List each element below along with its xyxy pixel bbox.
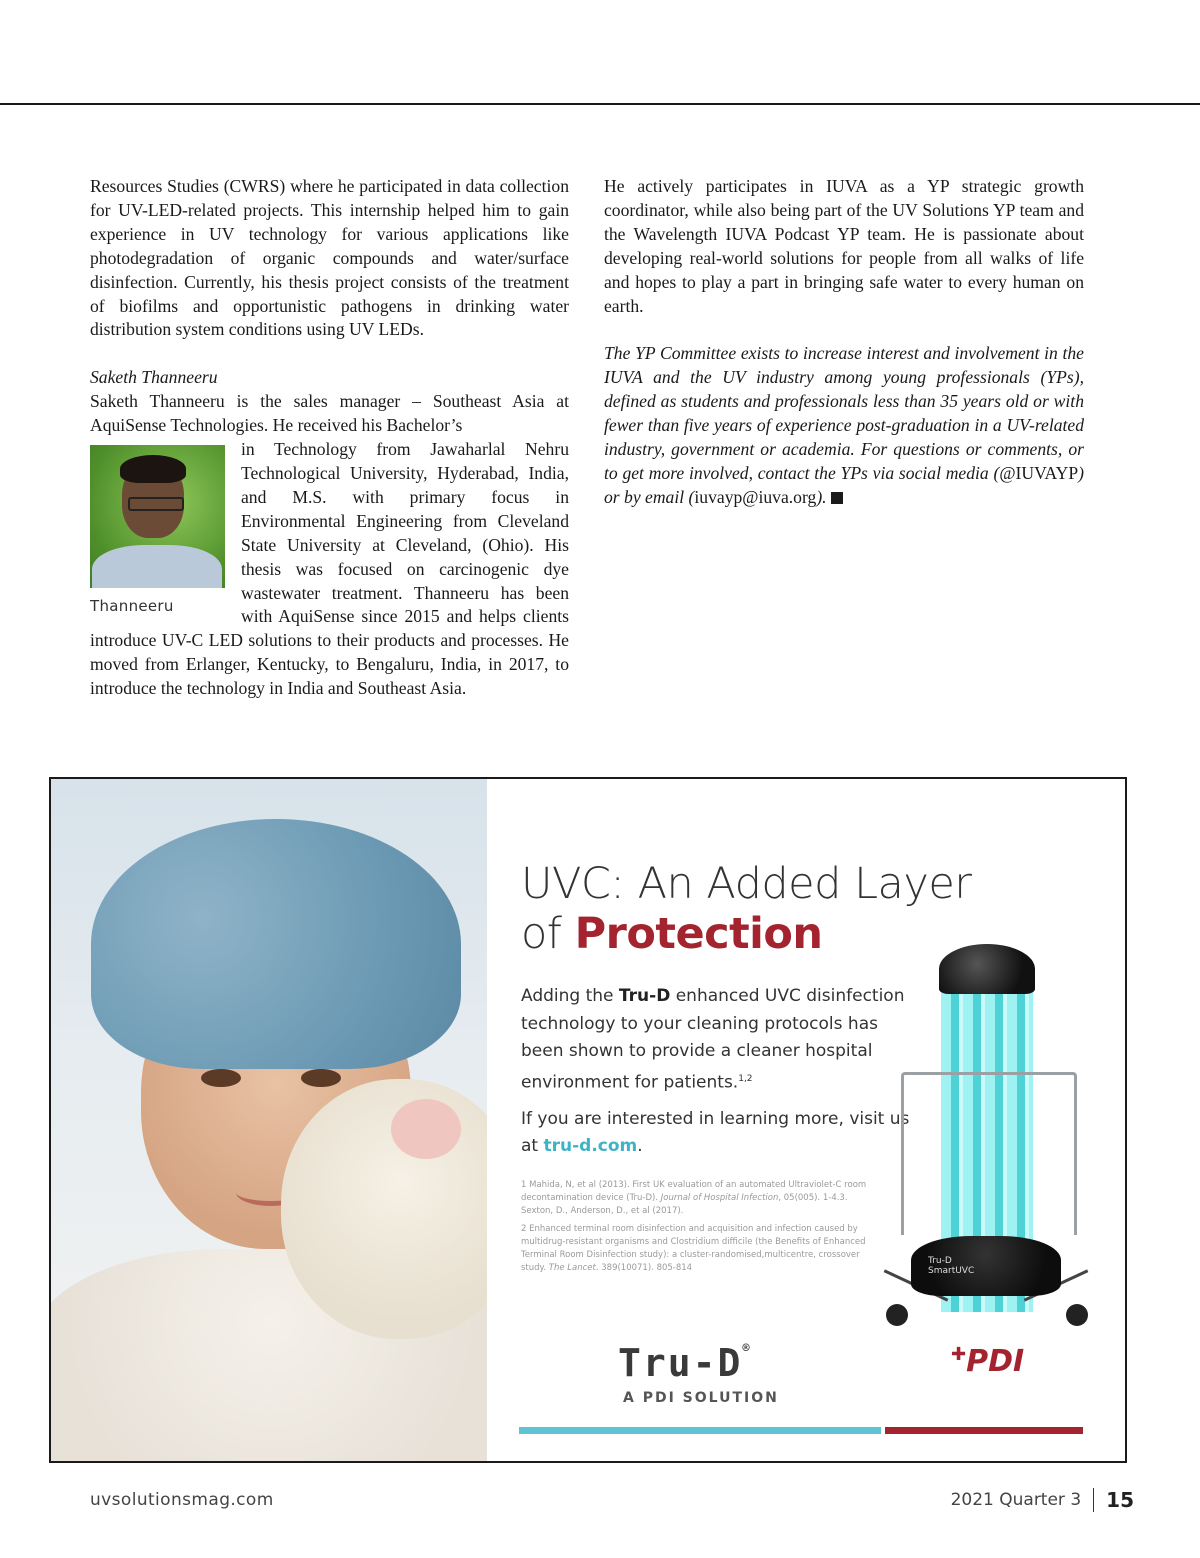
bio-body: in Technology from Jawaharlal Nehru Technological University, Hyderabad, India, and M.S. with primary focus in Environmental Engineering from Cleveland State University at Cleveland, (Ohio). His thesis was focused on carcinogenic dye wastewater treatment. Thanneeru has been with AquiSense since 2015 and helps clients introduce UV-C LED solutions to their products and processes. He moved from Erlanger, Kentucky, to Bengaluru, India, in 2017, to introduce the technology in India and Southeast Asia. [90,439,569,699]
trud-logo-tagline: A PDI SOLUTION [623,1390,779,1406]
ad-photo-child-with-teddy [51,779,487,1461]
footer-issue [951,1488,1134,1512]
ad-headline-highlight: Protection [574,909,823,959]
article-left-column [90,175,569,701]
yp-handle: @IUVAYP [999,462,1079,483]
yp-email: iuvayp@iuva.org [694,486,817,507]
bio-name: Saketh Thanneeru [90,367,218,388]
footer-divider [1093,1488,1094,1512]
uvc-device-image: Tru-D SmartUVC [871,944,1101,1324]
article-paragraph: He actively participates in IUVA as a YP strategic growth coordinator, while also being part of the UV Solutions YP team and the Wavelength IUVA Podcast YP team. He is passionate about developing real-world solutions for people from all walks of life and hopes to play a part in bringing safe water to every human on earth. [604,176,1084,316]
pdi-logo: ✚PDI [951,1344,1025,1379]
portrait-photo [90,445,225,588]
trud-logo: Tru-D® [618,1341,752,1385]
advertisement [49,777,1127,1463]
ad-accent-bar-red [885,1427,1083,1434]
yp-committee-note: The YP Committee exists to increase interest and involvement in the IUVA and the UV industry among young professionals (YPs), defined as students and professionals less than 35 years old or with fewer than five years of experience post-graduation in a UV-related industry, government or academia. For questions or comments, or to get more involved, contact the YPs via social media (@IUVAYP) or by email (iuvayp@iuva.org). [604,343,1084,507]
bio-intro: Saketh Thanneeru is the sales manager – Southeast Asia at AquiSense Technologies. He received his Bachelor’s [90,391,569,436]
ad-references: 1 Mahida, N, et al (2013). First UK evaluation of an automated Ultraviolet-C room decontamination device (Tru-D). Journal of Hospital Infection, 05(005). 1-4.3. Sexton, D., Anderson, D., et al (2017). 2 Enhanced terminal room disinfection and acquisition and infection caused by multidrug-resistant organisms and Clostridium difficile (the Benefits of Enhanced Terminal Room Disinfection study): a cluster-randomised,multicentre, crossover study. The Lancet. 389(10071). 805-814 [521,1180,867,1273]
top-rule [0,103,1200,105]
article-paragraph: Resources Studies (CWRS) where he participated in data collection for UV-LED-related projects. This internship helped him to gain experience in UV technology for various applications like photodegradation of organic compounds and water/surface disinfection. Currently, his thesis project consists of the treatment of biofilms and opportunistic pathogens in drinking water distribution system conditions using UV LEDs. [90,176,569,340]
article-right-column [604,175,1084,510]
end-mark-icon [831,492,843,504]
footer-site: uvsolutionsmag.com [90,1490,274,1510]
ad-body: Adding the Tru-D enhanced UVC disinfection technology to your cleaning protocols has been shown to provide a cleaner hospital environment for patients.$^{1,2}$ If you are interested in learning more, visit us at tru-d.com. [521,986,910,1157]
footer-issue-label: 2021 Quarter 3 [950,1490,1082,1510]
portrait-caption: Thanneeru [90,597,174,616]
ad-headline: UVC: An Added Layer of Protection [521,859,972,959]
ad-accent-bar-cyan [519,1427,881,1434]
portrait-figure [90,445,241,619]
ad-website-link[interactable]: tru-d.com [543,1136,638,1157]
page-number: 15 [1106,1488,1134,1512]
